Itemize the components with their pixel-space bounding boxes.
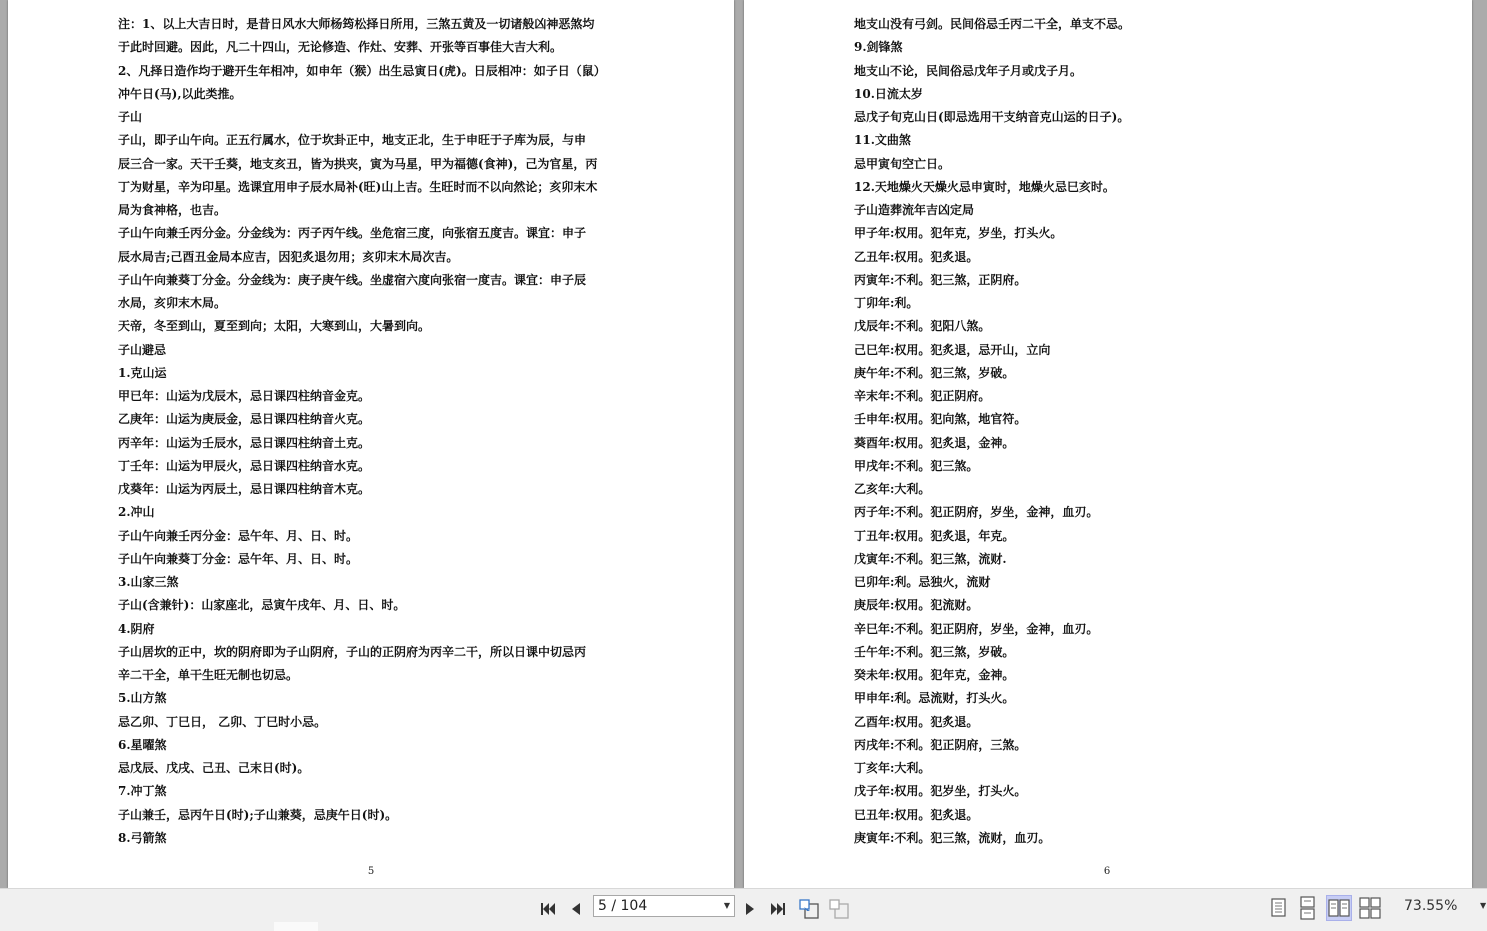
text-line: 5.山方煞 [118, 691, 167, 706]
text-line: 子山午向兼壬丙分金。分金线为：丙子丙午线。坐危宿三度，向张宿五度吉。课宜：申子 [118, 226, 587, 241]
text-line: 子山午向兼壬丙分金：忌午年、月、日、时。 [118, 528, 359, 543]
text-line: 局为食神格，也吉。 [118, 203, 227, 217]
single-page-view-button[interactable] [1266, 895, 1292, 921]
text-line: 癸未年:权用。犯年克，金神。 [854, 668, 1015, 682]
text-line: 丁为财星，辛为印星。选课宜用申子辰水局补(旺)山上吉。生旺时而不以向然论；亥卯末木 [118, 179, 598, 194]
next-page-button[interactable] [737, 896, 763, 922]
next-page-icon [741, 900, 759, 918]
text-line: 4.阴府 [118, 621, 155, 636]
previous-page-button[interactable] [563, 896, 589, 922]
fit-width-button[interactable] [826, 896, 852, 922]
text-line: 冲午日(马),以此类推。 [118, 86, 242, 101]
page-indicator: 5 / 104 [598, 898, 648, 914]
document-page-right [744, 0, 1472, 888]
continuous-facing-view-icon [1357, 895, 1383, 921]
first-page-button[interactable] [535, 896, 561, 922]
text-line: 子山 [118, 110, 143, 124]
text-line: 丙子年:不利。犯正阴府，岁坐，金神，血刃。 [854, 505, 1099, 520]
text-line: 子山兼壬，忌丙午日(时);子山兼葵，忌庚午日(时)。 [118, 807, 398, 822]
text-line: 忌乙卯、丁巳日， 乙卯、丁巳时小忌。 [118, 714, 327, 729]
text-line: 子山造葬流年吉凶定局 [854, 203, 975, 217]
text-line: 忌甲寅旬空亡日。 [854, 156, 951, 171]
text-line: 甲戌年:不利。犯三煞。 [854, 458, 979, 473]
continuous-view-button[interactable] [1295, 895, 1321, 921]
viewer-toolbar [0, 888, 1487, 931]
page-number: 6 [1103, 866, 1111, 877]
text-line: 忌戊辰、戊戌、己丑、己末日(时)。 [118, 761, 310, 775]
text-line: 戊寅年:不利。犯三煞，流财. [854, 551, 1007, 566]
text-line: 9.剑锋煞 [854, 40, 903, 55]
text-line: 辰水局吉;己酉丑金局本应吉，因犯炙退勿用；亥卯末木局次吉。 [118, 249, 459, 264]
text-line: 乙亥年:大利。 [854, 482, 931, 496]
text-line: 辰三合一家。天干壬葵，地支亥丑，皆为拱夹，寅为马星，甲为福德(食神)，己为官星，丙 [118, 156, 598, 171]
text-line: 庚辰年:权用。犯流财。 [854, 598, 979, 613]
text-line: 天帝，冬至到山，夏至到向；太阳，大寒到山，大暑到向。 [118, 319, 431, 334]
page-text-block [118, 15, 658, 852]
text-line: 壬申年:权用。犯向煞，地官符。 [854, 412, 1027, 427]
zoom-level[interactable]: 73.55% [1404, 898, 1458, 914]
text-line: 丁亥年:大利。 [854, 761, 931, 775]
text-line: 子山，即子山午向。正五行属水，位于坎卦正中，地支正北，生于申旺于子库为辰，与申 [118, 133, 587, 148]
text-line: 丁卯年:利。 [854, 296, 919, 310]
text-line: 乙丑年:权用。犯炙退。 [854, 249, 979, 264]
chevron-down-icon[interactable]: ▼ [1480, 901, 1487, 910]
text-line: 壬午年:不利。犯三煞，岁破。 [854, 644, 1015, 659]
text-line: 7.冲丁煞 [118, 784, 167, 799]
text-line: 辛末年:不利。犯正阴府。 [854, 389, 991, 403]
text-line: 甲子年:权用。犯年克，岁坐，打头火。 [854, 226, 1063, 241]
page-number-input[interactable] [593, 895, 735, 917]
text-line: 注：1、以上大吉日时，是昔日风水大师杨筠松择日所用，三煞五黄及一切诸般凶神恶煞均 [118, 17, 595, 31]
page-text-block [854, 15, 1394, 852]
text-line: 庚午年:不利。犯三煞，岁破。 [854, 365, 1015, 380]
text-line: 6.星曜煞 [118, 737, 167, 752]
last-page-button[interactable] [765, 896, 791, 922]
text-line: 2.冲山 [118, 505, 155, 520]
text-line: 丙戌年:不利。犯正阴府，三煞。 [854, 737, 1027, 752]
text-line: 戊子年:权用。犯岁坐，打头火。 [854, 784, 1027, 799]
text-line: 戊葵年：山运为丙辰土，忌日课四柱纳音木克。 [118, 482, 371, 496]
first-page-icon [539, 900, 557, 918]
text-line: 10.日流太岁 [854, 86, 923, 101]
text-line: 丁丑年:权用。犯炙退，年克。 [854, 528, 1015, 543]
last-page-icon [769, 900, 787, 918]
text-line: 子山居坎的正中，坎的阴府即为子山阴府，子山的正阴府为丙辛二干，所以日课中切忌丙 [118, 644, 587, 659]
text-line: 已丑年:权用。犯炙退。 [854, 807, 979, 822]
text-line: 12.天地燥火天燥火忌申寅时，地燥火忌巳亥时。 [854, 179, 1115, 194]
text-line: 丙寅年:不利。犯三煞，正阴府。 [854, 272, 1027, 287]
text-line: 甲已年：山运为戊辰木，忌日课四柱纳音金克。 [118, 389, 371, 403]
fit-width-icon [828, 898, 850, 920]
text-line: 于此时回避。因此，凡二十四山，无论修造、作灶、安葬、开张等百事佳大吉大利。 [118, 40, 563, 55]
text-line: 子山(含兼针)：山家座北，忌寅午戌年、月、日、时。 [118, 598, 406, 613]
text-line: 丙辛年：山运为壬辰水，忌日课四柱纳音土克。 [118, 435, 371, 450]
chevron-down-icon[interactable]: ▼ [723, 901, 730, 910]
text-line: 子山午向兼葵丁分金：忌午年、月、日、时。 [118, 551, 359, 566]
page-number: 5 [367, 866, 375, 877]
facing-pages-view-icon [1327, 896, 1351, 920]
text-line: 丁壬年：山运为甲辰火，忌日课四柱纳音水克。 [118, 458, 371, 473]
continuous-view-icon [1295, 895, 1321, 921]
text-line: 子山午向兼葵丁分金。分金线为：庚子庚午线。坐虚宿六度向张宿一度吉。课宜：申子辰 [118, 272, 587, 287]
text-line: 子山避忌 [118, 342, 167, 357]
text-line: 辛二干全，单干生旺无制也切忌。 [118, 668, 299, 682]
text-line: 11.文曲煞 [854, 133, 911, 148]
text-line: 已卯年:利。忌独火，流财 [854, 575, 991, 589]
fit-page-button[interactable] [796, 896, 822, 922]
text-line: 乙庚年：山运为庚辰金，忌日课四柱纳音火克。 [118, 412, 371, 427]
text-line: 水局，亥卯末木局。 [118, 296, 227, 310]
facing-pages-view-button[interactable] [1326, 895, 1352, 921]
text-line: 甲申年:利。忌流财，打头火。 [854, 691, 1015, 706]
text-line: 忌戊子旬克山日(即忌选用干支纳音克山运的日子)。 [854, 110, 1130, 124]
text-line: 地支山没有弓剑。民间俗忌壬丙二干全，单支不忌。 [854, 17, 1131, 31]
text-line: 乙酉年:权用。犯炙退。 [854, 714, 979, 729]
text-line: 地支山不论，民间俗忌戊年子月或戊子月。 [854, 63, 1083, 78]
single-page-view-icon [1266, 895, 1292, 921]
previous-page-icon [567, 900, 585, 918]
continuous-facing-view-button[interactable] [1357, 895, 1383, 921]
text-line: 葵酉年:权用。犯炙退，金神。 [854, 435, 1015, 450]
fit-page-icon [798, 898, 820, 920]
text-line: 8.弓箭煞 [118, 830, 167, 845]
text-line: 己巳年:权用。犯炙退，忌开山，立向 [854, 342, 1051, 357]
text-line: 辛巳年:不利。犯正阴府，岁坐，金神，血刃。 [854, 621, 1099, 636]
text-line: 2、凡择日造作均于避开生年相冲，如申年（猴）出生忌寅日(虎)。日辰相冲：如子日（鼠） [118, 63, 606, 78]
text-line: 1.克山运 [118, 365, 167, 380]
document-page-left [8, 0, 734, 888]
text-line: 庚寅年:不利。犯三煞，流财，血刃。 [854, 830, 1051, 845]
text-line: 戊辰年:不利。犯阳八煞。 [854, 319, 991, 334]
text-line: 3.山家三煞 [118, 575, 179, 589]
